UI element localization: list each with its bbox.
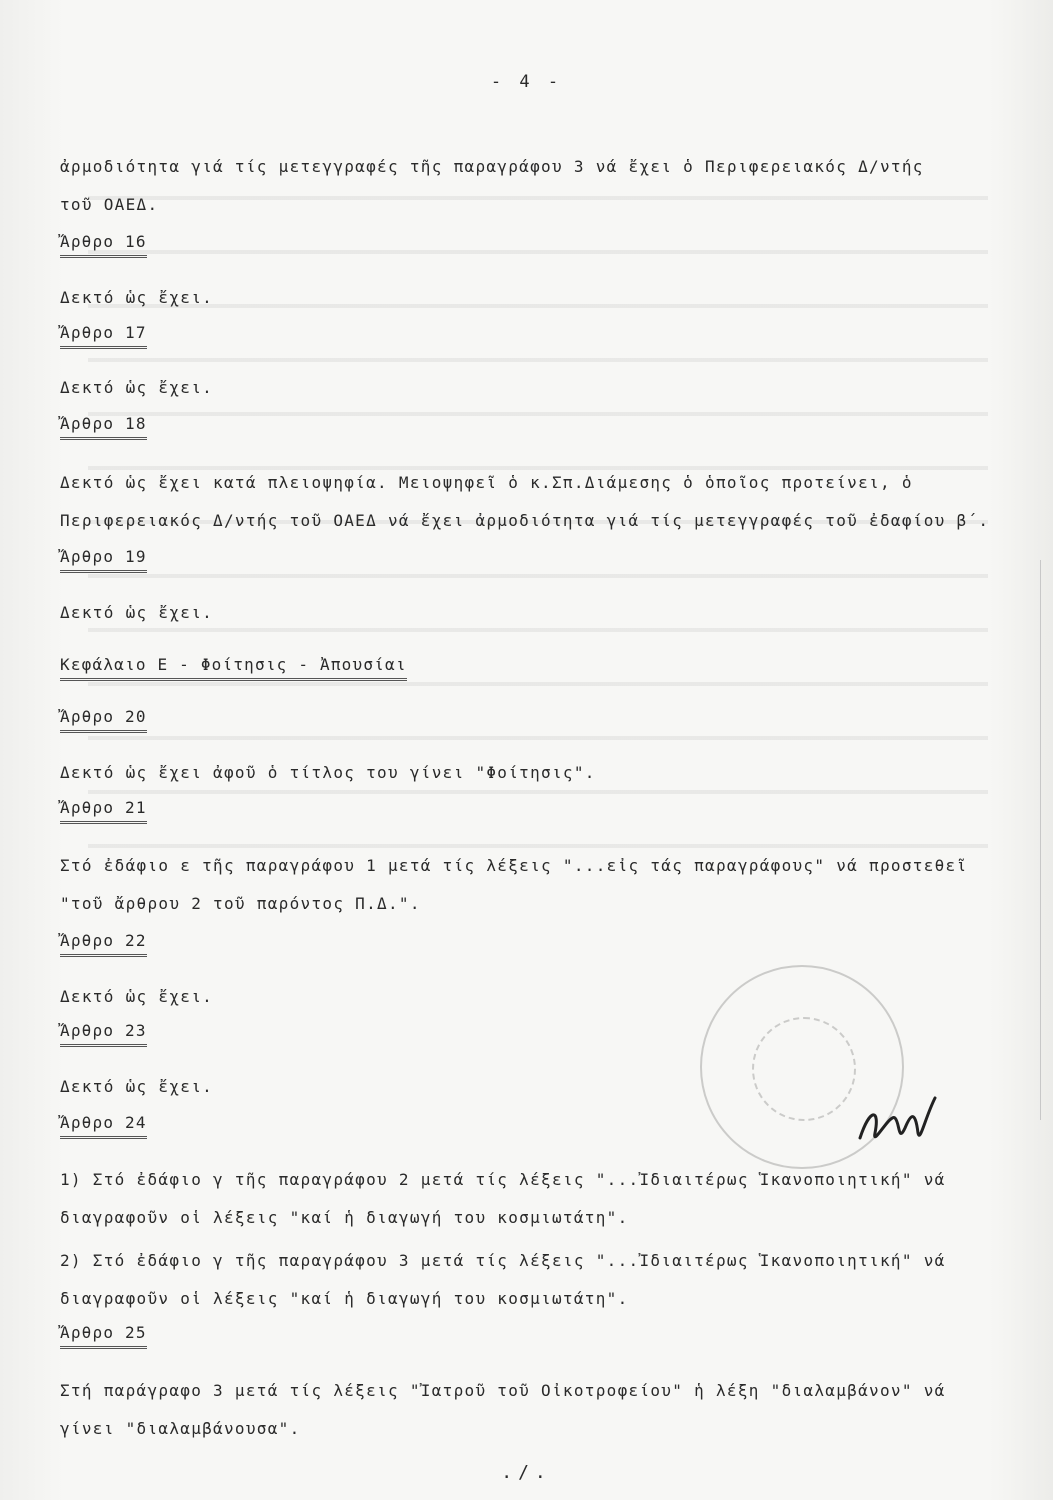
body-line: Περιφερειακός Δ/ντής τοῦ ΟΑΕΔ νά ἔχει ἀρμοδιότητα γιά τίς μετεγγραφές τοῦ ἐδαφίου β΄.: [60, 511, 990, 530]
article-heading-24: Ἄρθρο 24: [60, 1113, 147, 1139]
article-heading-17: Ἄρθρο 17: [60, 323, 147, 349]
chapter-heading: Κεφάλαιο Ε - Φοίτησις - Ἀπουσίαι: [60, 655, 407, 681]
article-heading-19: Ἄρθρο 19: [60, 547, 147, 573]
body-line: 2) Στό ἐδάφιο γ τῆς παραγράφου 3 μετά τίς λέξεις "...Ἰδιαιτέρως Ἱκανοποιητική" νά: [60, 1251, 946, 1270]
body-line: Στό ἐδάφιο ε τῆς παραγράφου 1 μετά τίς λέξεις "...εἰς τάς παραγράφους" νά προστεθεῖ: [60, 856, 968, 875]
body-line: Δεκτό ὡς ἔχει.: [60, 603, 214, 622]
body-line: γίνει "διαλαμβάνουσα".: [60, 1419, 301, 1438]
page-number: - 4 -: [490, 72, 563, 92]
article-heading-21: Ἄρθρο 21: [60, 798, 147, 824]
body-line: Δεκτό ὡς ἔχει ἀφοῦ ὁ τίτλος του γίνει "Φοίτησις".: [60, 763, 596, 782]
body-line: Δεκτό ὡς ἔχει.: [60, 987, 214, 1006]
article-heading-20: Ἄρθρο 20: [60, 707, 147, 733]
seal-inner-ring: [752, 1017, 856, 1121]
article-heading-23: Ἄρθρο 23: [60, 1021, 147, 1047]
article-heading-22: Ἄρθρο 22: [60, 931, 147, 957]
page-edge-line: [1040, 560, 1041, 1120]
body-line: Στή παράγραφο 3 μετά τίς λέξεις "Ἰατροῦ τοῦ Οἰκοτροφείου" ἡ λέξη "διαλαμβάνον" νά: [60, 1381, 946, 1400]
body-line: Δεκτό ὡς ἔχει.: [60, 1077, 214, 1096]
body-line: Δεκτό ὡς ἔχει.: [60, 378, 214, 397]
body-line: 1) Στό ἐδάφιο γ τῆς παραγράφου 2 μετά τίς λέξεις "...Ἰδιαιτέρως Ἱκανοποιητική" νά: [60, 1170, 946, 1189]
body-line: "τοῦ ἄρθρου 2 τοῦ παρόντος Π.Δ.".: [60, 894, 421, 913]
body-line: τοῦ ΟΑΕΔ.: [60, 195, 159, 214]
continuation-mark: ./.: [501, 1462, 552, 1483]
body-line: Δεκτό ὡς ἔχει.: [60, 288, 214, 307]
handwritten-signature: [850, 1088, 940, 1158]
article-heading-25: Ἄρθρο 25: [60, 1323, 147, 1349]
body-line: ἀρμοδιότητα γιά τίς μετεγγραφές τῆς παραγράφου 3 νά ἔχει ὁ Περιφερειακός Δ/ντής: [60, 157, 924, 176]
body-line: διαγραφοῦν οἱ λέξεις "καί ἡ διαγωγή του κοσμιωτάτη".: [60, 1289, 629, 1308]
article-heading-16: Ἄρθρο 16: [60, 232, 147, 258]
body-line: Δεκτό ὡς ἔχει κατά πλειοψηφία. Μειοψηφεῖ ὁ κ.Σπ.Διάμεσης ὁ ὁποῖος προτείνει, ὁ: [60, 473, 913, 492]
body-line: διαγραφοῦν οἱ λέξεις "καί ἡ διαγωγή του κοσμιωτάτη".: [60, 1208, 629, 1227]
article-heading-18: Ἄρθρο 18: [60, 414, 147, 440]
